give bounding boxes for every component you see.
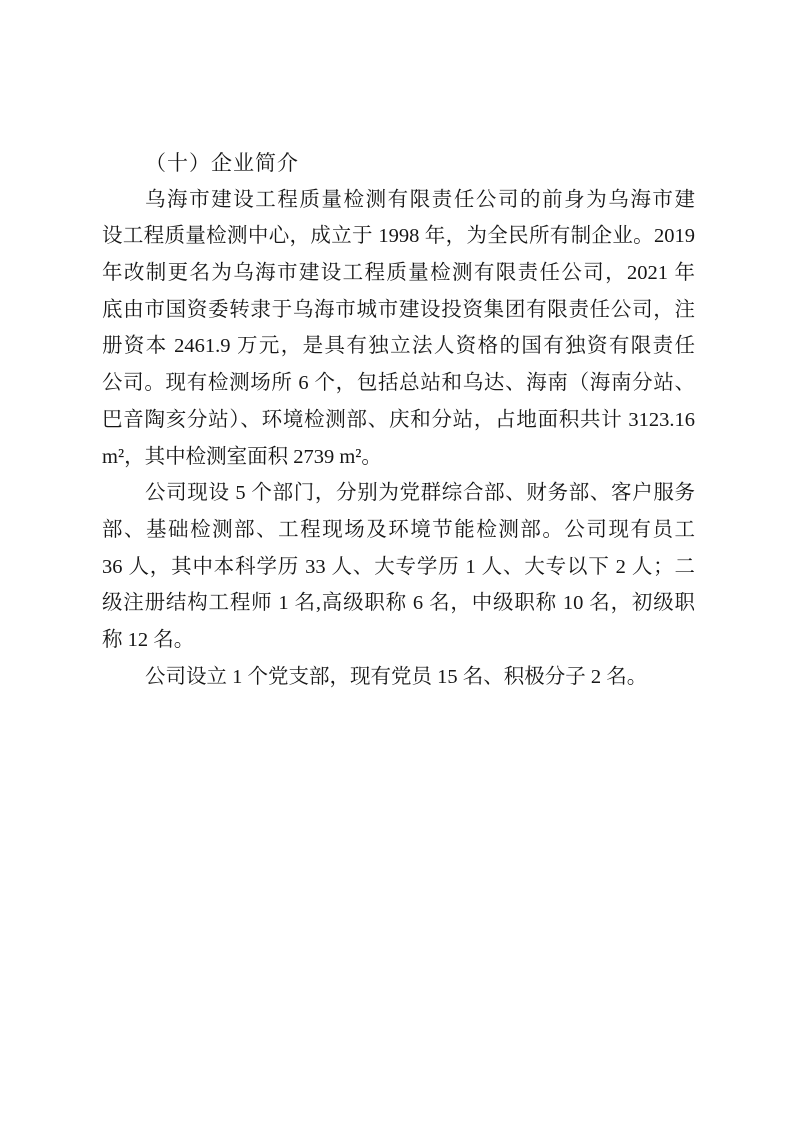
text-line: 公司设立 1 个党支部，现有党员 15 名、积极分子 2 名。 [145, 665, 648, 688]
text-line: 巴音陶亥分站）、环境检测部、庆和分站，占地面积共计 3123.16 [102, 408, 695, 431]
text-line: 36 人，其中本科学历 33 人、大专学历 1 人、大专以下 2 人；二 [102, 555, 695, 578]
section-heading: （十）企业简介 [145, 151, 299, 175]
document-content [102, 145, 695, 695]
paragraph [102, 475, 695, 658]
text-line: 称 12 名。 [102, 628, 195, 651]
text-line: 设工程质量检测中心，成立于 1998 年，为全民所有制企业。2019 [102, 225, 695, 248]
text-line: 公司。现有检测场所 6 个，包括总站和乌达、海南（海南分站、 [102, 372, 695, 395]
text-line: 乌海市建设工程质量检测有限责任公司的前身为乌海市建 [145, 188, 695, 211]
text-line: 公司现设 5 个部门，分别为党群综合部、财务部、客户服务 [145, 482, 695, 505]
text-line: 级注册结构工程师 1 名,高级职称 6 名，中级职称 10 名，初级职 [102, 592, 695, 615]
text-line: 册资本 2461.9 万元，是具有独立法人资格的国有独资有限责任 [102, 335, 695, 358]
document-paragraphs [102, 182, 695, 696]
text-line: 底由市国资委转隶于乌海市城市建设投资集团有限责任公司，注 [102, 298, 695, 321]
text-line: 年改制更名为乌海市建设工程质量检测有限责任公司，2021 年 [102, 262, 695, 285]
paragraph [102, 659, 695, 696]
paragraph [102, 182, 695, 476]
text-line: 部、基础检测部、工程现场及环境节能检测部。公司现有员工 [102, 518, 695, 541]
text-line: m²，其中检测室面积 2739 m²。 [102, 445, 382, 468]
